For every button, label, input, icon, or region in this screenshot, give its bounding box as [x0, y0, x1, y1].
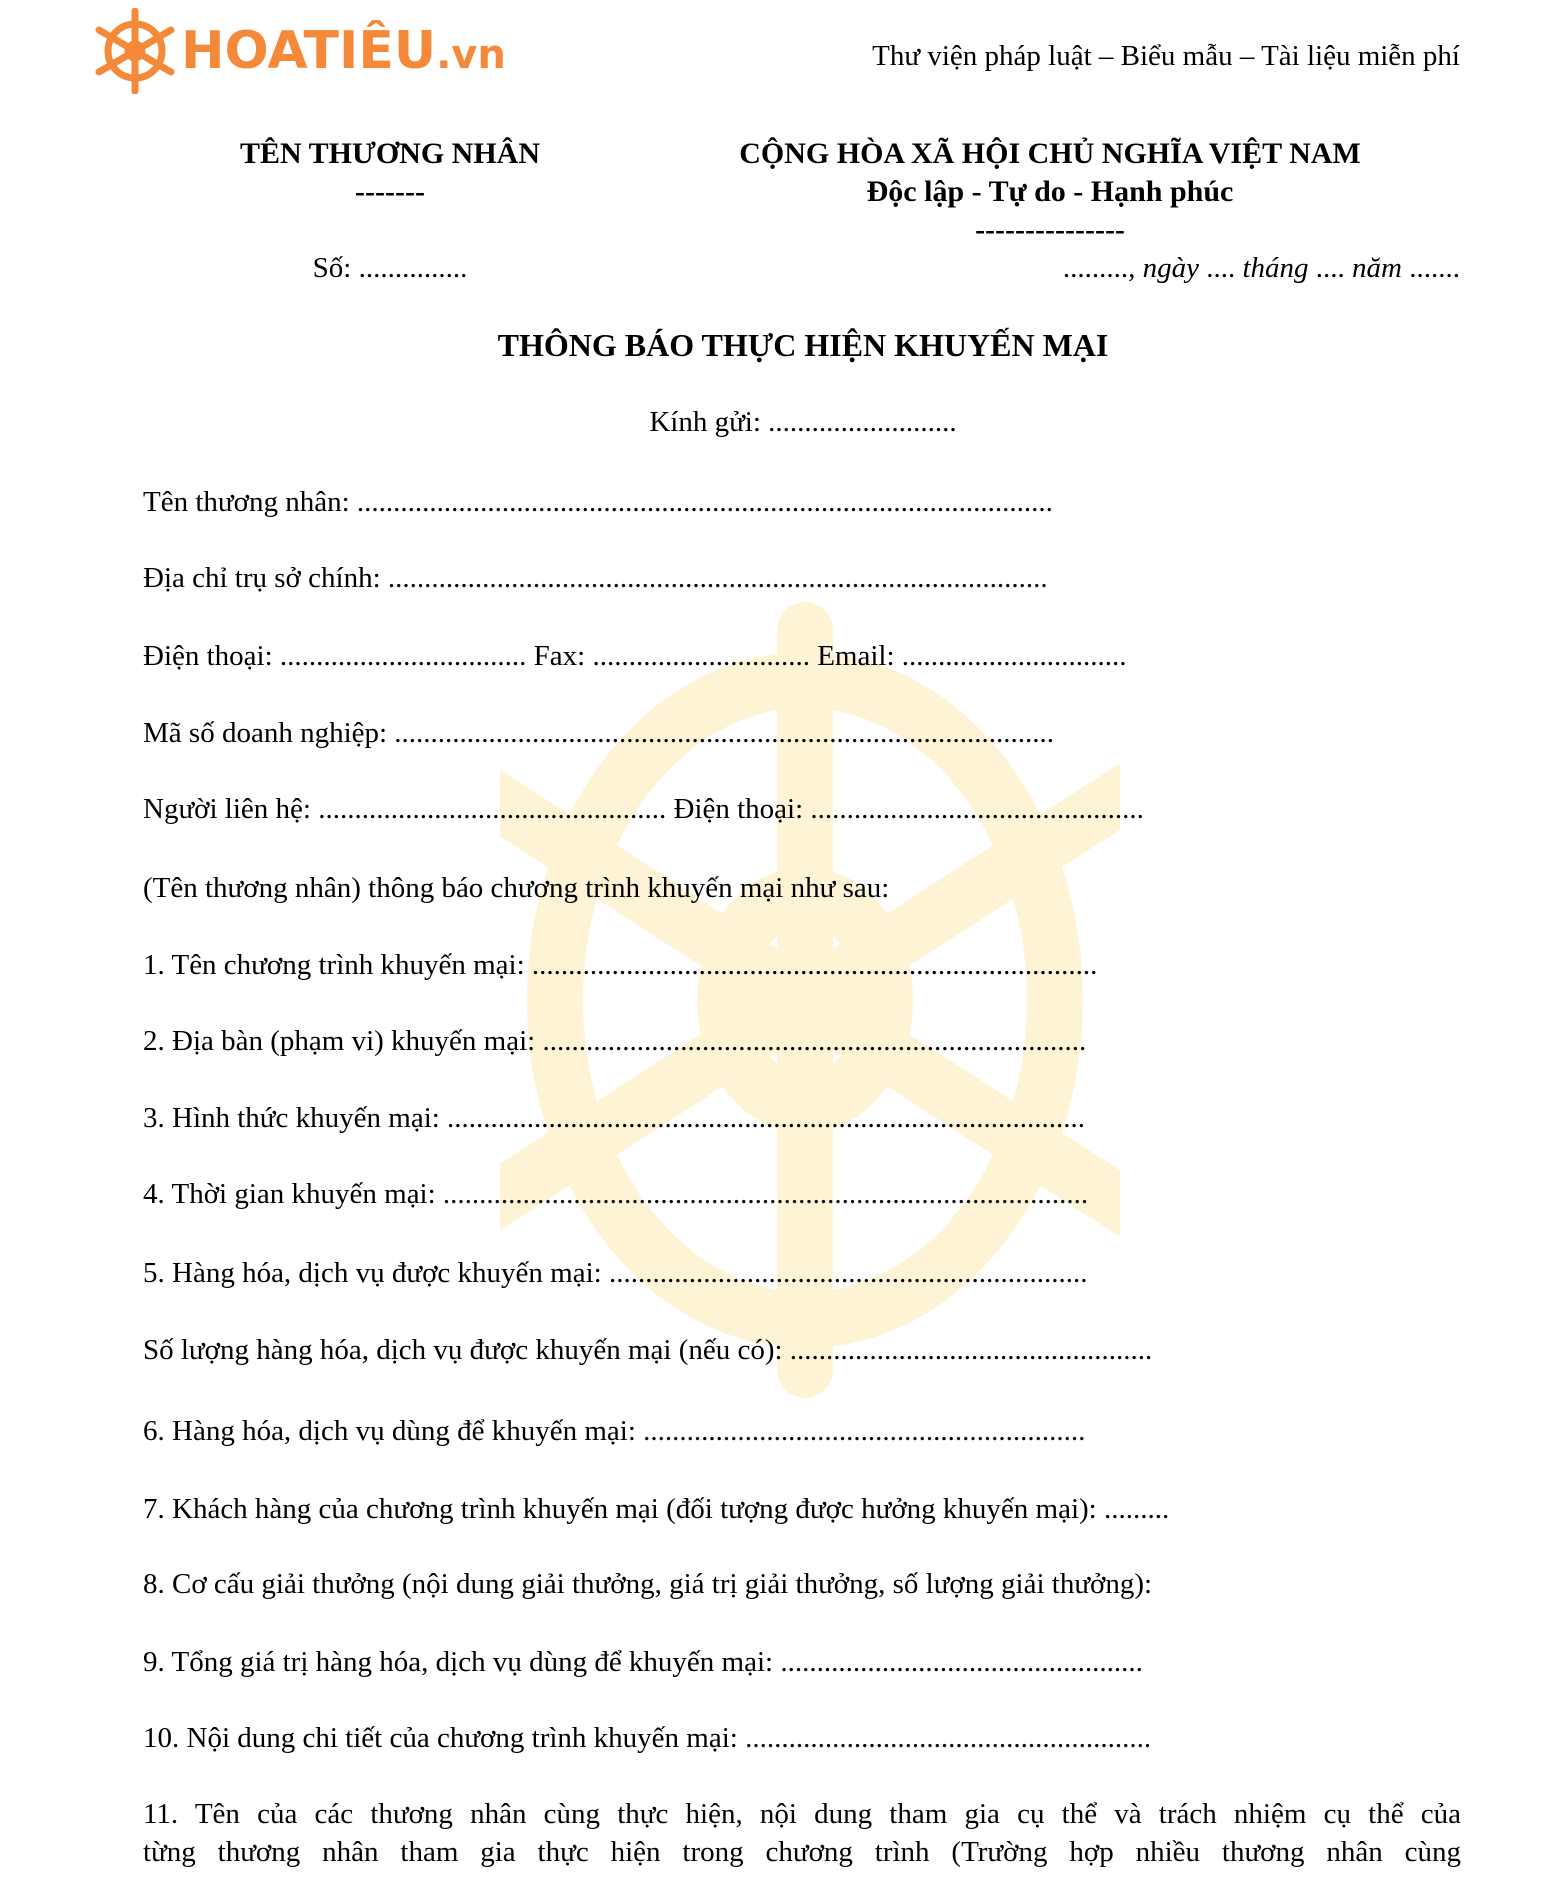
item-5-quantity: Số lượng hàng hóa, dịch vụ được khuyến mại (nếu có): ..................................................	[143, 1334, 1153, 1366]
merchant-name-rule: -------	[355, 175, 425, 208]
document-date: ........., ngày .... tháng .... năm .......	[1062, 252, 1460, 284]
document-number: Số: ...............	[312, 252, 468, 284]
national-motto-rule: ---------------	[975, 213, 1125, 246]
field-head-office-address: Địa chỉ trụ sở chính: ...........................................................................................	[143, 562, 1048, 594]
national-title: CỘNG HÒA XÃ HỘI CHỦ NGHĨA VIỆT NAM	[739, 137, 1361, 170]
item-9-total-value: 9. Tổng giá trị hàng hóa, dịch vụ dùng để khuyến mại: ..................................................	[143, 1646, 1143, 1678]
item-10-details: 10. Nội dung chi tiết của chương trình khuyến mại: ........................................................	[143, 1722, 1152, 1754]
field-merchant-name: Tên thương nhân: ................................................................................................	[143, 486, 1053, 518]
item-8-prize-structure: 8. Cơ cấu giải thưởng (nội dung giải thưởng, giá trị giải thưởng, số lượng giải thưởng):	[143, 1568, 1153, 1600]
logo-text: HOATIÊU.vn	[181, 21, 506, 81]
item-2-scope: 2. Địa bàn (phạm vi) khuyến mại: ...........................................................................	[143, 1025, 1087, 1057]
site-logo[interactable]	[95, 8, 506, 94]
recipient-line: Kính gửi: ..........................	[649, 406, 957, 438]
field-business-code: Mã số doanh nghiệp: ...........................................................................................	[143, 717, 1055, 749]
site-tagline: Thư viện pháp luật – Biểu mẫu – Tài liệu miễn phí	[872, 40, 1460, 72]
item-4-duration: 4. Thời gian khuyến mại: .........................................................................................	[143, 1178, 1089, 1210]
item-3-form: 3. Hình thức khuyến mại: ........................................................................................	[143, 1102, 1086, 1134]
item-11-line-2: từng thương nhân tham gia thực hiện trong chương trình (Trường hợp nhiều thương nhân cùng	[143, 1836, 1461, 1868]
intro-statement: (Tên thương nhân) thông báo chương trình khuyến mại như sau:	[143, 872, 890, 904]
item-11-line-1: 11. Tên của các thương nhân cùng thực hiện, nội dung tham gia cụ thể và trách nhiệm cụ thể của	[143, 1798, 1461, 1830]
merchant-name-heading: TÊN THƯƠNG NHÂN	[239, 137, 541, 170]
item-1-program-name: 1. Tên chương trình khuyến mại: ..............................................................................	[143, 949, 1098, 981]
national-motto: Độc lập - Tự do - Hạnh phúc	[866, 175, 1234, 208]
document-title: THÔNG BÁO THỰC HIỆN KHUYẾN MẠI	[497, 327, 1109, 363]
field-contact-person: Người liên hệ: ................................................ Điện thoại: ..............................................	[143, 793, 1144, 825]
item-5-promoted-goods: 5. Hàng hóa, dịch vụ được khuyến mại: ..................................................................	[143, 1257, 1088, 1289]
ship-wheel-icon	[95, 8, 175, 94]
item-6-goods-used: 6. Hàng hóa, dịch vụ dùng để khuyến mại: .............................................................	[143, 1415, 1086, 1447]
item-7-customers: 7. Khách hàng của chương trình khuyến mại (đối tượng được hưởng khuyến mại): .........	[143, 1493, 1170, 1525]
field-phone-fax-email: Điện thoại: .................................. Fax: .............................. Email: ...............................	[143, 640, 1127, 672]
